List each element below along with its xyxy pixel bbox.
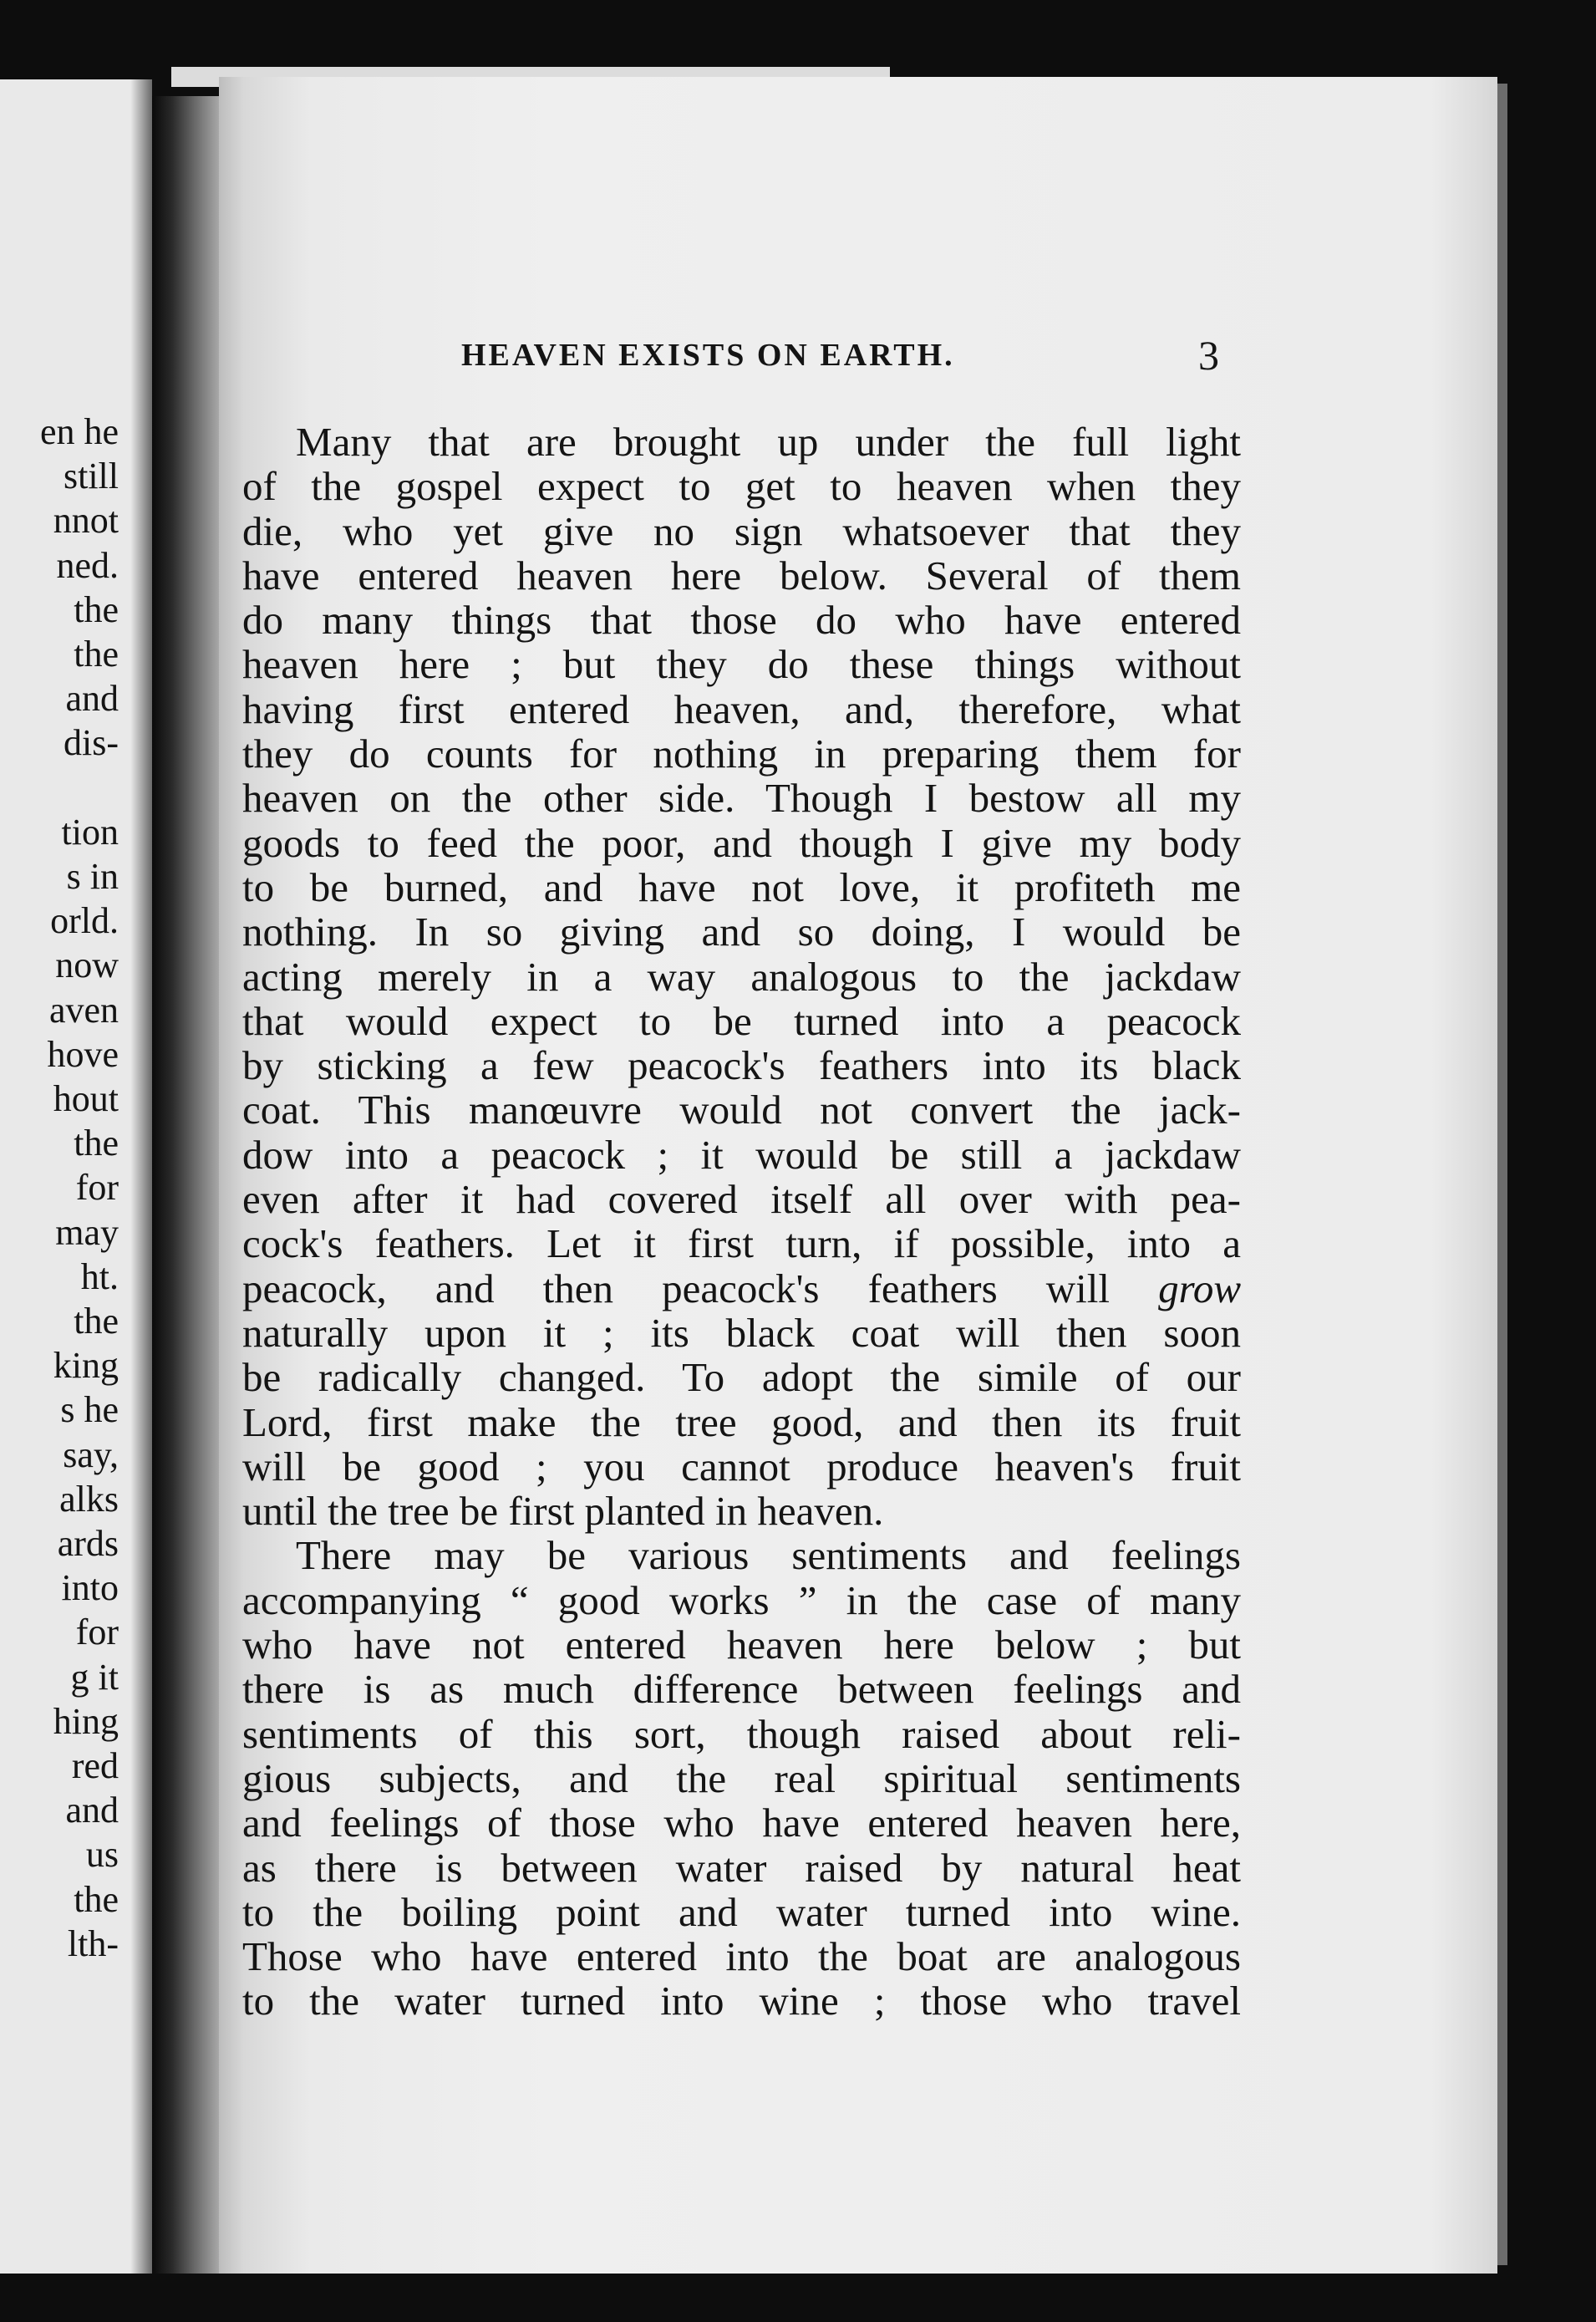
left-page-line: for [75, 1612, 119, 1653]
left-page-line: aven [48, 989, 119, 1031]
left-page-line: ards [57, 1523, 119, 1564]
left-page-line: the [74, 1301, 119, 1342]
text-line: they do counts for nothing in preparing them for [242, 731, 1241, 777]
left-page-line: hove [47, 1033, 119, 1075]
text-line: there is as much difference between feelings and [242, 1666, 1241, 1713]
text-line: sentiments of this sort, though raised about reli- [242, 1710, 1241, 1757]
text-line: acting merely in a way analogous to the jackdaw [242, 953, 1241, 1000]
running-head: HEAVEN EXISTS ON EARTH. [461, 338, 955, 373]
text-line: to be burned, and have not love, it profiteth me [242, 863, 1241, 910]
left-page-line: the [74, 1123, 119, 1164]
text-line: There may be various sentiments and feelings [296, 1532, 1241, 1579]
text-line: heaven on the other side. Though I bestow all my [242, 775, 1241, 822]
left-page-line: en he [39, 411, 119, 452]
text-line: peacock, and then peacock's feathers will grow [242, 1265, 1241, 1311]
left-page-line: may [55, 1211, 119, 1253]
left-page-line: g it [70, 1656, 119, 1698]
left-page-fragment [0, 79, 152, 2274]
left-page-line: ht. [80, 1255, 119, 1297]
body-text [242, 420, 1241, 2024]
left-page-line: s in [66, 856, 119, 897]
text-line: do many things that those do who have entered [242, 597, 1241, 644]
left-page-line: now [55, 945, 119, 986]
left-page-line: the [74, 634, 119, 675]
text-line: accompanying “ good works ” in the case of many [242, 1576, 1241, 1623]
left-page-line: ned. [56, 544, 119, 586]
text-line: who have not entered heaven here below ; but [242, 1622, 1241, 1668]
text-line: be radically changed. To adopt the simile of our [242, 1354, 1241, 1401]
left-page-line: for [75, 1167, 119, 1209]
text-line: having first entered heaven, and, therefore, what [242, 685, 1241, 732]
left-page-line: orld. [50, 900, 119, 942]
text-line: naturally upon it ; its black coat will then soon [242, 1309, 1241, 1356]
book-gutter [152, 96, 219, 2274]
text-line: have entered heaven here below. Several of them [242, 552, 1241, 598]
text-line: Many that are brought up under the full light [296, 419, 1241, 465]
text-line: as there is between water raised by natural heat [242, 1844, 1241, 1891]
text-line: even after it had covered itself all over with pea- [242, 1176, 1241, 1223]
text-line: goods to feed the poor, and though I give my body [242, 819, 1241, 866]
text-line: to the boiling point and water turned into wine. [242, 1888, 1241, 1935]
left-page-line: still [63, 456, 119, 497]
left-page-line: king [53, 1345, 119, 1387]
left-page-shadow [130, 79, 152, 2274]
text-line: by sticking a few peacock's feathers into its black [242, 1042, 1241, 1089]
left-page-line: nnot [53, 500, 119, 542]
page-number: 3 [1198, 332, 1219, 379]
text-line: to the water turned into wine ; those who travel [242, 1978, 1241, 2024]
left-page-line: s he [60, 1389, 119, 1431]
right-page-edge [1497, 84, 1507, 2265]
left-page-line: into [61, 1567, 119, 1609]
left-page-line: hing [53, 1700, 119, 1742]
left-page-line: alks [59, 1478, 119, 1520]
left-page-line: the [74, 1878, 119, 1920]
text-line: dow into a peacock ; it would be still a jackdaw [242, 1131, 1241, 1178]
left-page-line: the [74, 588, 119, 630]
left-page-line: hout [53, 1078, 119, 1119]
left-page-line: say, [63, 1433, 119, 1475]
text-line: until the tree be first planted in heaven. [242, 1488, 884, 1535]
text-line: coat. This manœuvre would not convert the jack- [242, 1087, 1241, 1133]
left-page-line: and [65, 678, 119, 720]
emphasis-word: grow [1158, 1265, 1241, 1311]
text-line: die, who yet give no sign whatsoever that they [242, 507, 1241, 554]
text-line: that would expect to be turned into a peacock [242, 997, 1241, 1044]
left-page-line: tion [61, 811, 119, 853]
text-line: heaven here ; but they do these things without [242, 641, 1241, 688]
text-line: gious subjects, and the real spiritual sentiments [242, 1754, 1241, 1801]
left-page-line: and [65, 1790, 119, 1831]
text-line: cock's feathers. Let it first turn, if possible, into a [242, 1220, 1241, 1267]
left-page-line: red [71, 1745, 119, 1786]
text-line: nothing. In so giving and so doing, I would be [242, 909, 1241, 955]
left-page-line: dis- [64, 722, 119, 764]
text-line: Lord, first make the tree good, and then its fruit [242, 1398, 1241, 1445]
text-line: Those who have entered into the boat are analogous [242, 1933, 1241, 1980]
left-page-line: us [85, 1834, 119, 1876]
text-line: will be good ; you cannot produce heaven's fruit [242, 1443, 1241, 1489]
text-line: of the gospel expect to get to heaven when they [242, 463, 1241, 510]
left-page-line: lth- [67, 1922, 119, 1964]
text-line: and feelings of those who have entered heaven here, [242, 1800, 1241, 1846]
